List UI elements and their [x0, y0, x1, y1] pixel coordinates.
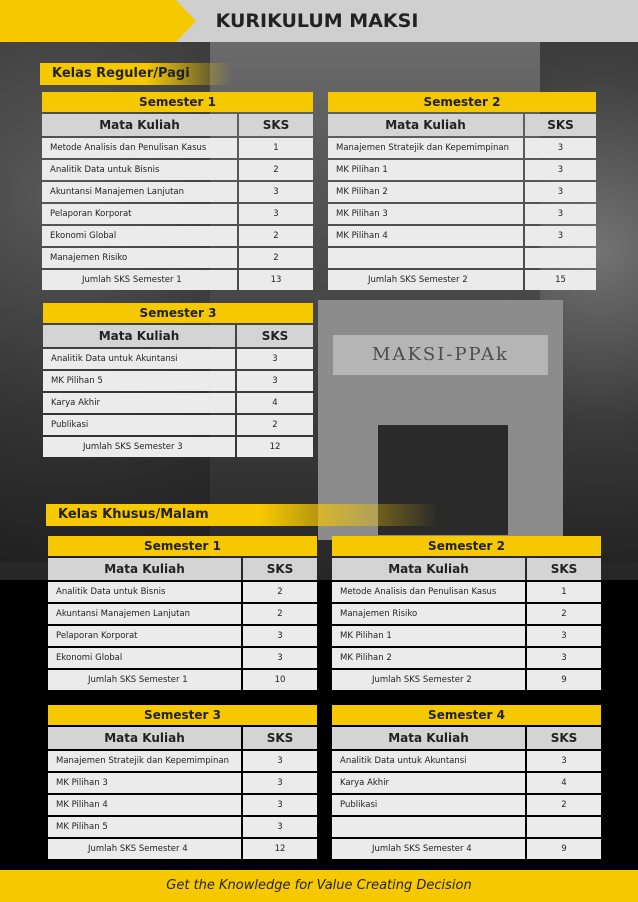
column-header-sks: SKS [527, 558, 601, 580]
course-name: Analitik Data untuk Akuntansi [332, 751, 525, 771]
table-khusus-semester-4 [332, 705, 601, 859]
column-header-sks: SKS [525, 114, 596, 136]
course-sks: 2 [243, 582, 317, 602]
table-header-row [332, 558, 601, 580]
course-name: Manajemen Stratejik dan Kepemimpinan [48, 751, 241, 771]
total-sks: 12 [237, 437, 313, 457]
column-header-sks: SKS [237, 325, 313, 347]
course-sks: 3 [243, 817, 317, 837]
table-reguler-semester-1 [42, 92, 313, 290]
course-name: Akuntansi Manajemen Lanjutan [48, 604, 241, 624]
course-sks: 2 [239, 160, 313, 180]
table-row [42, 138, 313, 158]
column-header-course: Mata Kuliah [48, 727, 241, 749]
section-label-reguler: Kelas Reguler/Pagi [40, 63, 232, 85]
table-row [48, 751, 317, 771]
course-name: MK Pilihan 1 [328, 160, 523, 180]
total-label: Jumlah SKS Semester 3 [43, 437, 235, 457]
course-name: Ekonomi Global [42, 226, 237, 246]
table-row [48, 582, 317, 602]
column-header-course: Mata Kuliah [332, 558, 525, 580]
table-row [332, 582, 601, 602]
course-name: Pelaporan Korporat [48, 626, 241, 646]
semester-title: Semester 3 [43, 303, 313, 323]
course-sks: 3 [525, 226, 596, 246]
course-sks: 3 [237, 371, 313, 391]
total-sks: 9 [527, 670, 601, 690]
column-header-sks: SKS [239, 114, 313, 136]
column-header-course: Mata Kuliah [42, 114, 237, 136]
table-row [43, 415, 313, 435]
footer-tagline: Get the Knowledge for Value Creating Decision [0, 870, 638, 902]
total-sks: 9 [527, 839, 601, 859]
course-sks: 4 [527, 773, 601, 793]
table-row [48, 626, 317, 646]
table-header-row [42, 114, 313, 136]
total-row [328, 270, 596, 290]
course-name: Analitik Data untuk Bisnis [42, 160, 237, 180]
table-row [332, 648, 601, 668]
column-header-course: Mata Kuliah [328, 114, 523, 136]
total-sks: 10 [243, 670, 317, 690]
section-label-khusus: Kelas Khusus/Malam [46, 504, 438, 526]
course-name: Analitik Data untuk Akuntansi [43, 349, 235, 369]
course-sks: 3 [239, 182, 313, 202]
course-sks: 3 [243, 795, 317, 815]
course-name: Ekonomi Global [48, 648, 241, 668]
table-row [42, 182, 313, 202]
course-name: MK Pilihan 5 [43, 371, 235, 391]
course-name: MK Pilihan 4 [328, 226, 523, 246]
course-sks: 3 [239, 204, 313, 224]
table-row [48, 795, 317, 815]
table-row [328, 226, 596, 246]
total-row [42, 270, 313, 290]
total-row [332, 839, 601, 859]
table-header-row [328, 114, 596, 136]
semester-title: Semester 1 [42, 92, 313, 112]
table-row [43, 371, 313, 391]
table-row [328, 204, 596, 224]
total-label: Jumlah SKS Semester 2 [332, 670, 525, 690]
course-sks: 2 [527, 604, 601, 624]
course-name: Publikasi [332, 795, 525, 815]
column-header-sks: SKS [243, 727, 317, 749]
course-sks: 3 [243, 751, 317, 771]
course-sks: 3 [525, 160, 596, 180]
course-name [328, 248, 523, 268]
course-sks: 2 [239, 248, 313, 268]
table-khusus-semester-3 [48, 705, 317, 859]
course-sks: 1 [239, 138, 313, 158]
course-sks: 3 [525, 138, 596, 158]
course-name: Analitik Data untuk Bisnis [48, 582, 241, 602]
building-sign: MAKSI-PPAk [333, 335, 548, 375]
course-sks: 3 [527, 648, 601, 668]
total-label: Jumlah SKS Semester 1 [48, 670, 241, 690]
column-header-sks: SKS [243, 558, 317, 580]
course-name: Pelaporan Korporat [42, 204, 237, 224]
table-header-row [332, 727, 601, 749]
course-sks: 3 [525, 204, 596, 224]
course-name: Metode Analisis dan Penulisan Kasus [332, 582, 525, 602]
course-name: Karya Akhir [332, 773, 525, 793]
table-khusus-semester-2 [332, 536, 601, 690]
course-name: Manajemen Risiko [42, 248, 237, 268]
table-row [43, 349, 313, 369]
semester-title: Semester 4 [332, 705, 601, 725]
table-row [332, 795, 601, 815]
table-header-row [43, 325, 313, 347]
course-name: Karya Akhir [43, 393, 235, 413]
course-sks: 2 [239, 226, 313, 246]
total-sks: 13 [239, 270, 313, 290]
course-sks: 4 [237, 393, 313, 413]
course-name: MK Pilihan 5 [48, 817, 241, 837]
column-header-course: Mata Kuliah [332, 727, 525, 749]
course-name: MK Pilihan 4 [48, 795, 241, 815]
table-reguler-semester-2 [328, 92, 596, 290]
course-sks [525, 248, 596, 268]
page-title: KURIKULUM MAKSI [215, 10, 419, 32]
course-name: MK Pilihan 2 [332, 648, 525, 668]
course-name: Publikasi [43, 415, 235, 435]
table-row [332, 751, 601, 771]
table-row [48, 648, 317, 668]
course-name: Manajemen Risiko [332, 604, 525, 624]
course-sks: 3 [243, 648, 317, 668]
table-khusus-semester-1 [48, 536, 317, 690]
semester-title: Semester 1 [48, 536, 317, 556]
table-row [332, 626, 601, 646]
table-row [42, 204, 313, 224]
total-label: Jumlah SKS Semester 1 [42, 270, 237, 290]
table-row [328, 138, 596, 158]
course-name: Akuntansi Manajemen Lanjutan [42, 182, 237, 202]
course-name: MK Pilihan 2 [328, 182, 523, 202]
course-name: MK Pilihan 1 [332, 626, 525, 646]
semester-title: Semester 3 [48, 705, 317, 725]
course-name: Manajemen Stratejik dan Kepemimpinan [328, 138, 523, 158]
course-sks [527, 817, 601, 837]
total-label: Jumlah SKS Semester 2 [328, 270, 523, 290]
course-sks: 2 [237, 415, 313, 435]
column-header-sks: SKS [527, 727, 601, 749]
course-sks: 3 [237, 349, 313, 369]
table-row [42, 160, 313, 180]
course-sks: 3 [527, 751, 601, 771]
course-name [332, 817, 525, 837]
course-sks: 3 [243, 773, 317, 793]
table-row [48, 604, 317, 624]
course-sks: 3 [527, 626, 601, 646]
semester-title: Semester 2 [332, 536, 601, 556]
total-row [48, 839, 317, 859]
table-row [328, 182, 596, 202]
column-header-course: Mata Kuliah [48, 558, 241, 580]
table-row [42, 226, 313, 246]
course-sks: 3 [525, 182, 596, 202]
course-sks: 2 [527, 795, 601, 815]
course-name: Metode Analisis dan Penulisan Kasus [42, 138, 237, 158]
total-row [332, 670, 601, 690]
column-header-course: Mata Kuliah [43, 325, 235, 347]
table-reguler-semester-3 [43, 303, 313, 457]
header-accent [0, 0, 196, 42]
total-row [48, 670, 317, 690]
table-row [42, 248, 313, 268]
table-row [332, 773, 601, 793]
course-sks: 2 [243, 604, 317, 624]
course-name: MK Pilihan 3 [328, 204, 523, 224]
table-header-row [48, 727, 317, 749]
total-sks: 12 [243, 839, 317, 859]
course-sks: 3 [243, 626, 317, 646]
total-label: Jumlah SKS Semester 4 [48, 839, 241, 859]
course-name: MK Pilihan 3 [48, 773, 241, 793]
semester-title: Semester 2 [328, 92, 596, 112]
course-sks: 1 [527, 582, 601, 602]
table-row [328, 160, 596, 180]
total-row [43, 437, 313, 457]
table-row [43, 393, 313, 413]
table-row [332, 604, 601, 624]
table-row [332, 817, 601, 837]
table-row [48, 817, 317, 837]
total-sks: 15 [525, 270, 596, 290]
table-row [328, 248, 596, 268]
table-row [48, 773, 317, 793]
table-header-row [48, 558, 317, 580]
total-label: Jumlah SKS Semester 4 [332, 839, 525, 859]
